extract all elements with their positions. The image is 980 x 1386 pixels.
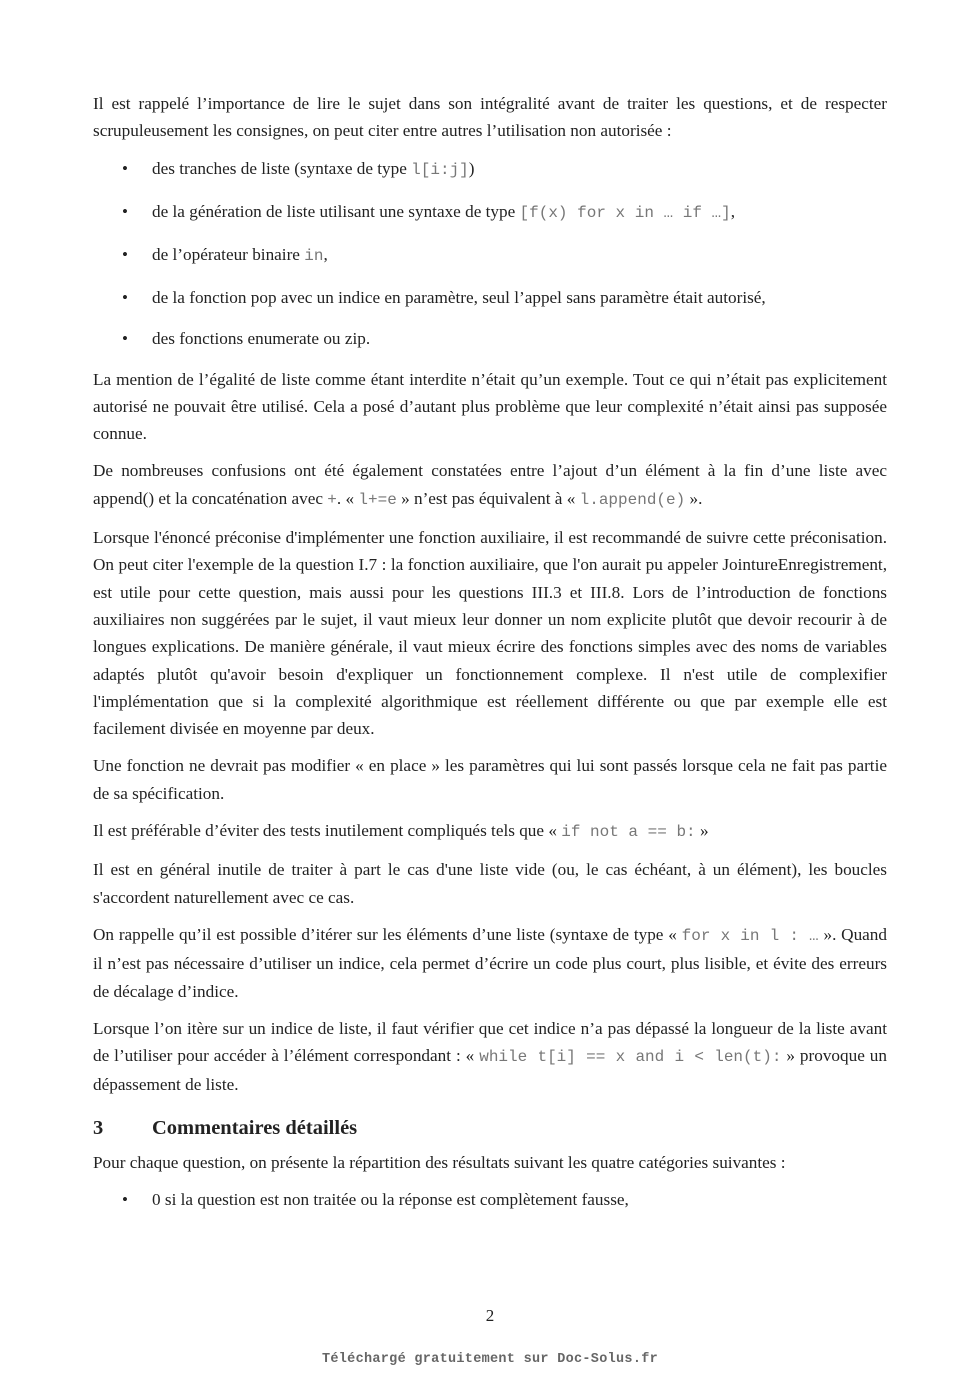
bullet-icon: • bbox=[122, 158, 128, 178]
section-title: Commentaires détaillés bbox=[152, 1116, 358, 1139]
in-place-paragraph: Une fonction ne devrait pas modifier « en place » les paramètres qui lui sont passés lorsque cela ne fait pas partie de sa spécification. bbox=[93, 756, 887, 803]
forbidden-list bbox=[93, 155, 887, 352]
list-item: • de la génération de liste utilisant une syntaxe de type [f(x) for x in … if …], bbox=[93, 198, 887, 227]
section-intro-paragraph: Pour chaque question, on présente la répartition des résultats suivant les quatre catégories suivantes : bbox=[93, 1152, 786, 1172]
mention-paragraph: La mention de l’égalité de liste comme étant interdite n’était qu’un exemple. Tout ce qui n’était pas explicitement autorisé ne pouvait être utilisé. Cela a posé d’autant plus problème que leur complexité n’était ainsi pas supposée connue. bbox=[93, 369, 887, 444]
index-paragraph: Lorsque l’on itère sur un indice de liste, il faut vérifier que cet indice n’a pas dépassé la longueur de la liste avant de l’utiliser pour accéder à l’élément correspondant : « while t[i] == x and i < len(t): » provoque un dépassement de liste. bbox=[93, 1018, 887, 1095]
list-item: • 0 si la question est non traitée ou la réponse est complètement fausse, bbox=[93, 1186, 887, 1213]
list-item: • des fonctions enumerate ou zip. bbox=[93, 325, 887, 352]
bullet-icon: • bbox=[122, 1190, 128, 1210]
empty-list-paragraph: Il est en général inutile de traiter à part le cas d'une liste vide (ou, le cas échéant, à un élément), les boucles s'accordent naturellement avec ce cas. bbox=[93, 860, 887, 907]
page-number: 2 bbox=[485, 1306, 495, 1325]
categories-list bbox=[93, 1186, 887, 1213]
bullet-icon: • bbox=[122, 244, 128, 264]
bullet-icon: • bbox=[122, 328, 128, 348]
list-item: • de l’opérateur binaire in, bbox=[93, 241, 887, 270]
footer-watermark: Téléchargé gratuitement sur Doc-Solus.fr bbox=[321, 1352, 659, 1367]
intro-paragraph: Il est rappelé l’importance de lire le sujet dans son intégralité avant de traiter les questions, et de respecter scrupuleusement les consignes, on peut citer entre autres l’utilisation non autorisée : bbox=[93, 94, 887, 141]
auxiliary-function-paragraph: Lorsque l'énoncé préconise d'implémenter une fonction auxiliaire, il est recommandé de suivre cette préconisation. On peut citer l'exemple de la question I.7 : la fonction auxiliaire, que l'on aurait pu appeler JointureEnregistrement, est utile pour cette question, mais aussi pour les questions III.3 et III.8. Lors de l’introduction de fonctions auxiliaires non suggérées par le sujet, il vaut mieux leur donner un nom explicite plutôt que devoir recourir à de longues explications. De manière générale, il vaut mieux écrire des fonctions simples avec des noms de variables adaptés plutôt qu'avoir besoin d'expliquer un fonctionnement complexe. Il n'est utile de complexifier l'implémentation que si la complexité algorithmique est réellement différente ou que par exemple elle est facilement divisée en moyenne par deux. bbox=[93, 528, 887, 739]
list-item: • de la fonction pop avec un indice en paramètre, seul l’appel sans paramètre était autorisé, bbox=[93, 284, 887, 311]
append-paragraph: De nombreuses confusions ont été également constatées entre l’ajout d’un élément à la fin d’une liste avec append() et la concaténation avec +. « l+=e » n’est pas équivalent à « l.append(e) ». bbox=[93, 461, 887, 509]
iteration-paragraph: On rappelle qu’il est possible d’itérer sur les éléments d’une liste (syntaxe de type « for x in l : … ». Quand il n’est pas nécessaire d’utiliser un indice, cela permet d’écrire un code plus court, plus lisible, et évite des erreurs de décalage d’indice. bbox=[93, 924, 887, 1001]
bullet-icon: • bbox=[122, 201, 128, 221]
list-item: • des tranches de liste (syntaxe de type l[i:j]) bbox=[93, 155, 887, 184]
section-heading bbox=[93, 1113, 887, 1143]
page-body bbox=[93, 90, 887, 1227]
section-number: 3 bbox=[93, 1116, 104, 1139]
tests-paragraph: Il est préférable d’éviter des tests inutilement compliqués tels que « if not a == b: » bbox=[93, 821, 709, 842]
bullet-icon: • bbox=[122, 287, 128, 307]
